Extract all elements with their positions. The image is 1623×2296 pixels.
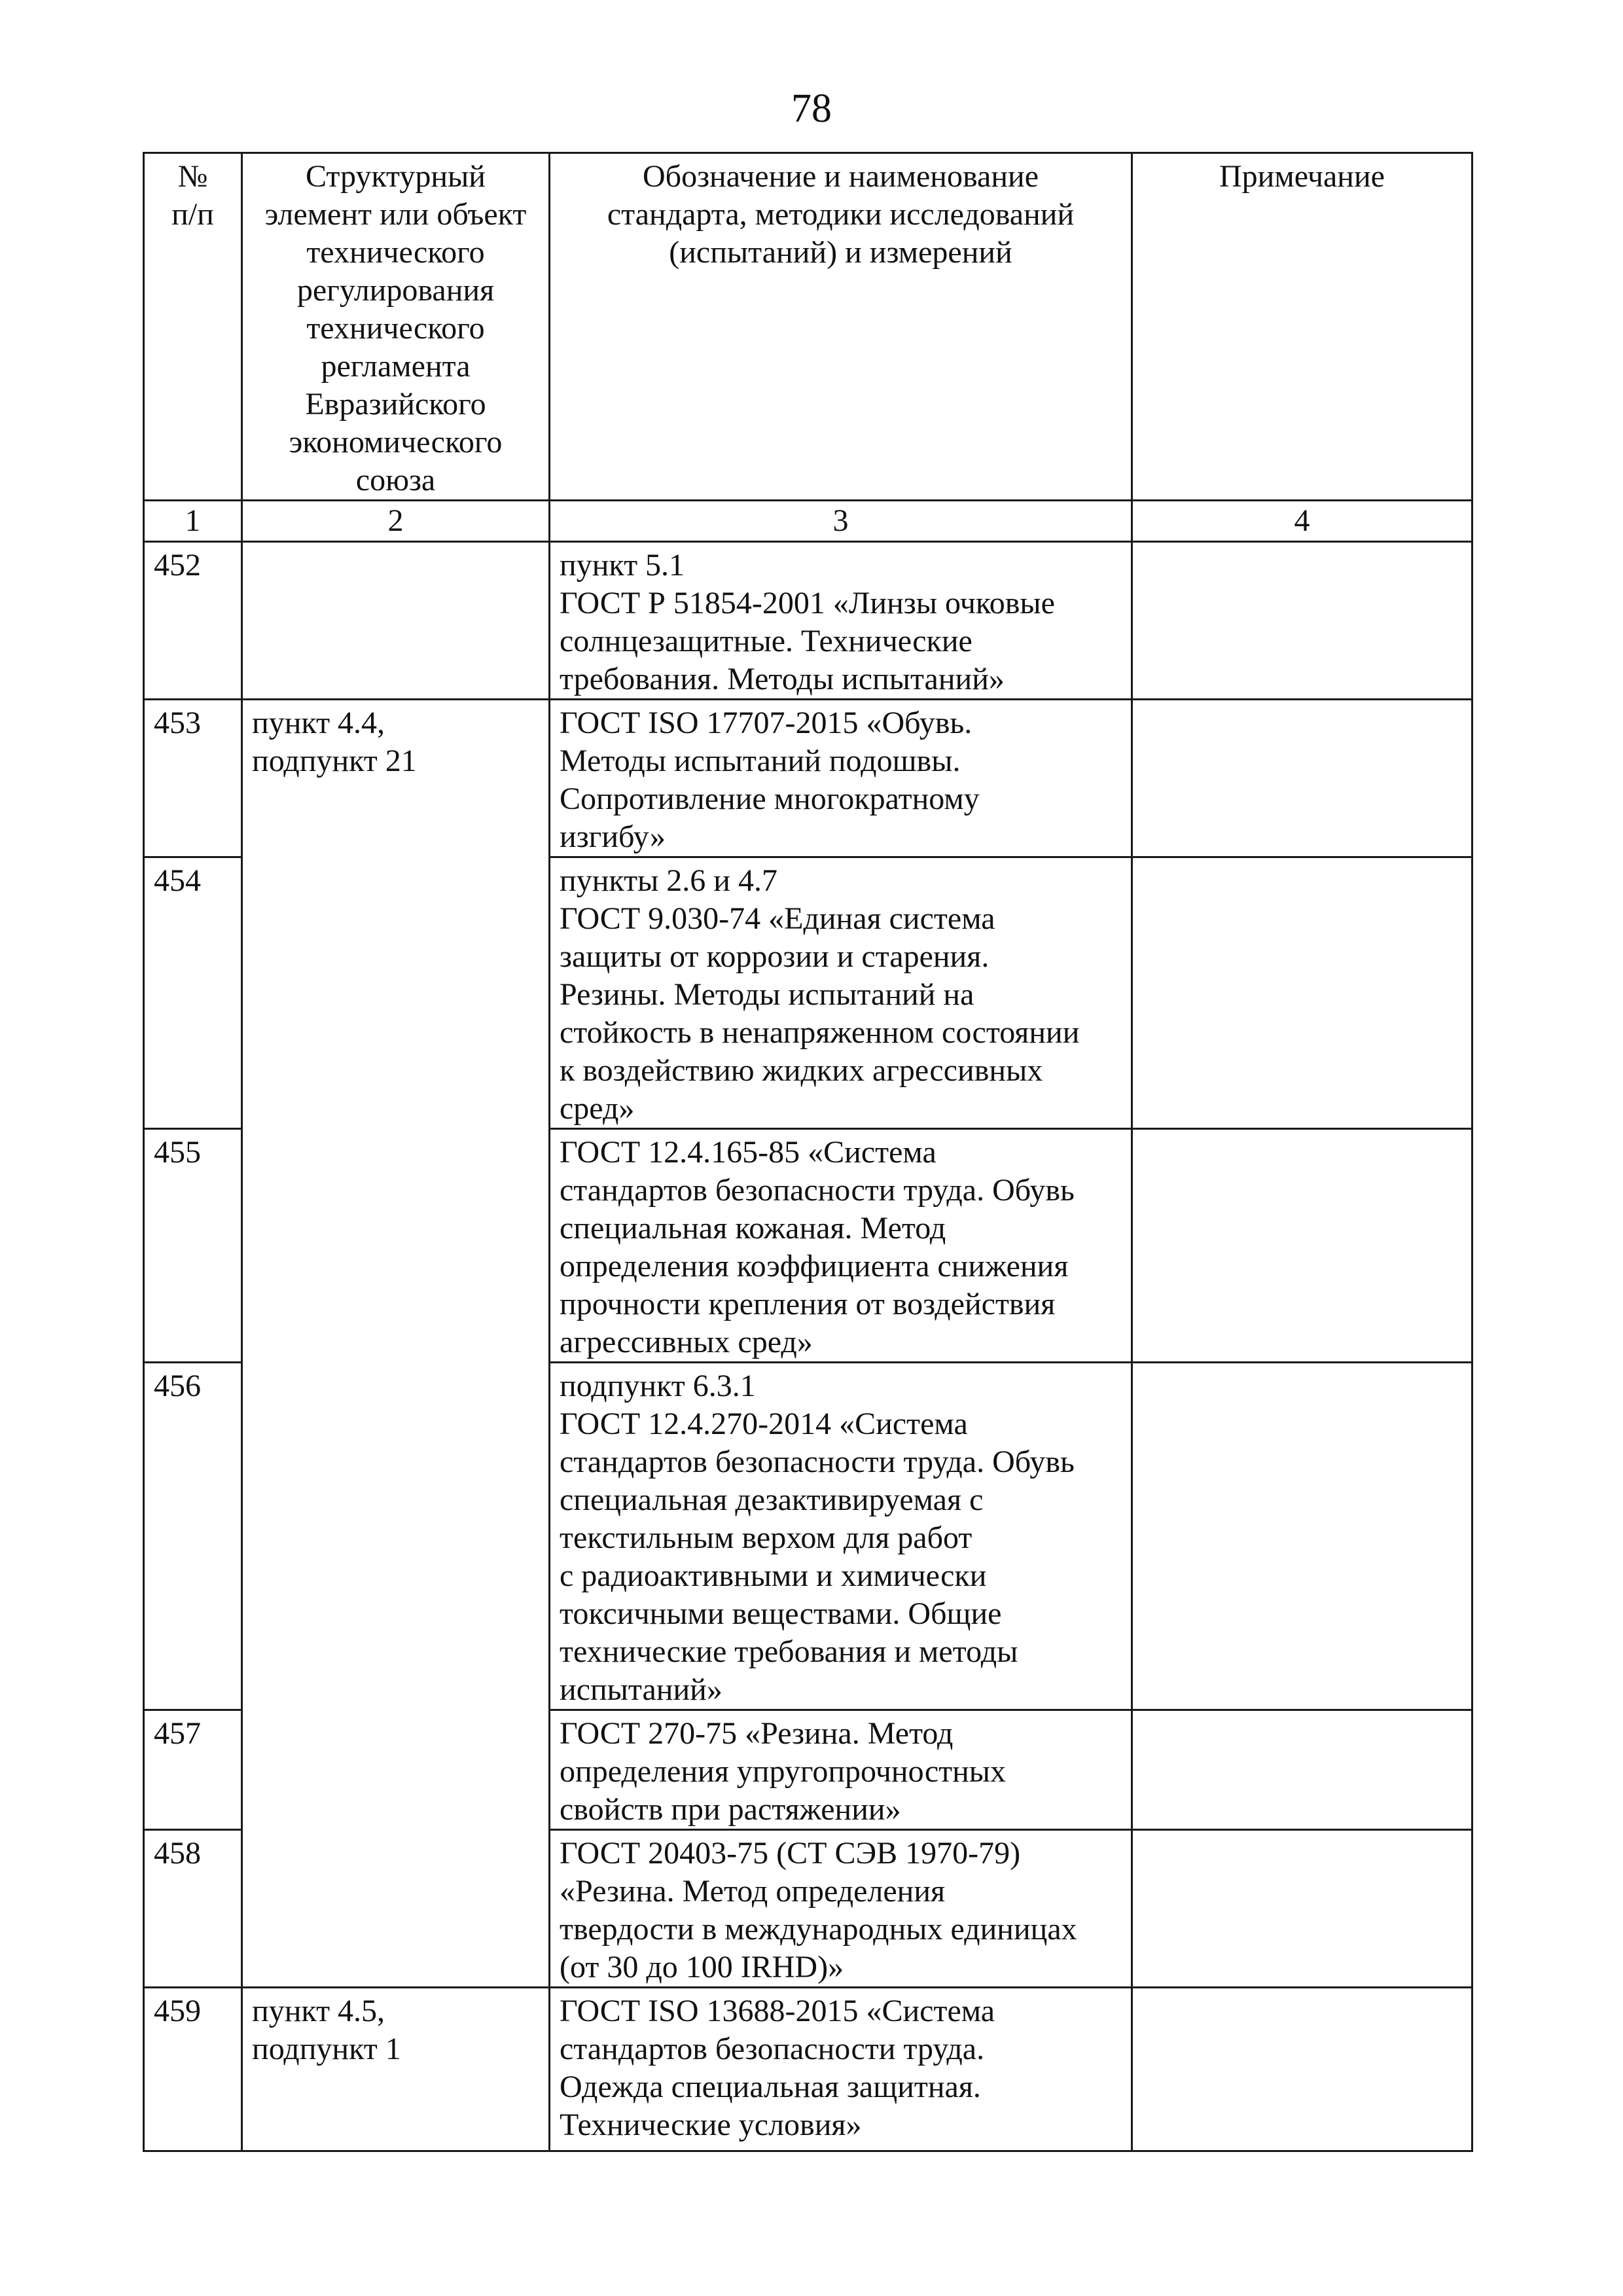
text-line: Технические условия» <box>560 2108 862 2142</box>
standard-cell <box>550 1710 1132 1830</box>
text-line: (от 30 до 100 IRHD)» <box>560 1950 844 1984</box>
row-number: 452 <box>144 542 242 700</box>
text-line: технического <box>306 311 485 346</box>
note-cell <box>1132 1830 1472 1988</box>
text-line: экономического <box>289 425 503 459</box>
text-line: Резины. Методы испытаний на <box>560 977 974 1012</box>
text-line: ГОСТ ISO 13688-2015 «Система <box>560 1994 995 2028</box>
note-cell <box>1132 1129 1472 1363</box>
column-number-4: 4 <box>1132 501 1472 542</box>
note-cell <box>1132 1363 1472 1710</box>
text-line: сред» <box>560 1091 635 1126</box>
text-line: п/п <box>171 197 214 232</box>
row-number: 455 <box>144 1129 242 1363</box>
text-line: ГОСТ ISO 17707-2015 «Обувь. <box>560 706 972 740</box>
text-line: регулирования <box>296 273 495 308</box>
text-line: пункт 4.4, <box>252 706 385 740</box>
text-line: агрессивных сред» <box>560 1325 813 1359</box>
column-number-1: 1 <box>144 501 242 542</box>
text-line: Примечание <box>1219 159 1385 194</box>
text-line: регламента <box>321 349 471 384</box>
text-line: текстильным верхом для работ <box>560 1520 972 1555</box>
table-row <box>144 700 1472 857</box>
text-line: пункт 4.5, <box>252 1994 385 2028</box>
standard-cell <box>550 857 1132 1129</box>
standard-cell <box>550 542 1132 700</box>
column-number-3: 3 <box>550 501 1132 542</box>
column-number-row <box>144 501 1472 542</box>
text-line: солнцезащитные. Технические <box>560 624 972 658</box>
text-line: подпункт 1 <box>252 2032 401 2066</box>
text-line: пункты 2.6 и 4.7 <box>560 863 777 898</box>
table-row <box>144 542 1472 700</box>
text-line: изгибу» <box>560 819 666 854</box>
text-line: (испытаний) и измерений <box>669 235 1012 270</box>
standard-cell <box>550 1363 1132 1710</box>
text-line: твердости в международных единицах <box>560 1912 1077 1946</box>
standard-cell <box>550 1830 1132 1988</box>
structural-element-cell <box>242 700 550 1988</box>
standard-cell <box>550 1129 1132 1363</box>
text-line: «Резина. Метод определения <box>560 1874 946 1909</box>
text-line: стойкость в ненапряженном состоянии <box>560 1015 1080 1050</box>
text-line: с радиоактивными и химически <box>560 1558 987 1593</box>
header-standard-designation <box>550 153 1132 501</box>
text-line: токсичными веществами. Общие <box>560 1596 1002 1631</box>
table-row <box>144 1988 1472 2151</box>
header-note <box>1132 153 1472 501</box>
text-line: технические требования и методы <box>560 1634 1018 1669</box>
header-number <box>144 153 242 501</box>
note-cell <box>1132 1710 1472 1830</box>
note-cell <box>1132 700 1472 857</box>
text-line: Евразийского <box>305 387 486 422</box>
text-line: ГОСТ Р 51854-2001 «Линзы очковые <box>560 586 1055 620</box>
text-line: № <box>177 159 208 194</box>
text-line: стандарта, методики исследований <box>607 197 1075 232</box>
text-line: ГОСТ 12.4.270-2014 «Система <box>560 1407 968 1441</box>
text-line: элемент или объект <box>264 197 527 232</box>
text-line: Обозначение и наименование <box>643 159 1039 194</box>
table-header-row <box>144 153 1472 501</box>
text-line: Сопротивление многократному <box>560 781 980 816</box>
standard-cell <box>550 1988 1132 2151</box>
note-cell <box>1132 542 1472 700</box>
text-line: Одежда специальная защитная. <box>560 2070 981 2104</box>
column-number-2: 2 <box>242 501 550 542</box>
text-line: Методы испытаний подошвы. <box>560 744 961 778</box>
text-line: испытаний» <box>560 1672 722 1707</box>
text-line: стандартов безопасности труда. Обувь <box>560 1173 1075 1208</box>
note-cell <box>1132 1988 1472 2151</box>
structural-element-cell <box>242 542 550 700</box>
row-number: 453 <box>144 700 242 857</box>
text-line: к воздействию жидких агрессивных <box>560 1053 1043 1088</box>
text-line: подпункт 6.3.1 <box>560 1369 756 1403</box>
standards-table <box>143 152 1473 2152</box>
row-number: 458 <box>144 1830 242 1988</box>
text-line: Структурный <box>306 159 486 194</box>
row-number: 456 <box>144 1363 242 1710</box>
text-line: стандартов безопасности труда. Обувь <box>560 1444 1075 1479</box>
text-line: свойств при растяжении» <box>560 1792 901 1827</box>
structural-element-cell <box>242 1988 550 2151</box>
text-line: стандартов безопасности труда. <box>560 2032 985 2066</box>
text-line: подпункт 21 <box>252 744 417 778</box>
text-line: союза <box>355 463 436 497</box>
text-line: требования. Методы испытаний» <box>560 662 1005 696</box>
page-number: 78 <box>791 86 832 131</box>
text-line: прочности крепления от воздействия <box>560 1287 1056 1321</box>
row-number: 457 <box>144 1710 242 1830</box>
text-line: ГОСТ 12.4.165-85 «Система <box>560 1135 936 1170</box>
standard-cell <box>550 700 1132 857</box>
text-line: определения упругопрочностных <box>560 1754 1007 1789</box>
text-line: специальная дезактивируемая с <box>560 1482 984 1517</box>
text-line: пункт 5.1 <box>560 548 685 583</box>
row-number: 459 <box>144 1988 242 2151</box>
text-line: ГОСТ 20403-75 (СТ СЭВ 1970-79) <box>560 1836 1021 1871</box>
text-line: защиты от коррозии и старения. <box>560 939 990 974</box>
text-line: ГОСТ 270-75 «Резина. Метод <box>560 1716 954 1751</box>
text-line: технического <box>306 235 485 270</box>
header-structural-element <box>242 153 550 501</box>
row-number: 454 <box>144 857 242 1129</box>
text-line: определения коэффициента снижения <box>560 1249 1069 1283</box>
text-line: специальная кожаная. Метод <box>560 1211 946 1246</box>
text-line: ГОСТ 9.030-74 «Единая система <box>560 901 995 936</box>
note-cell <box>1132 857 1472 1129</box>
